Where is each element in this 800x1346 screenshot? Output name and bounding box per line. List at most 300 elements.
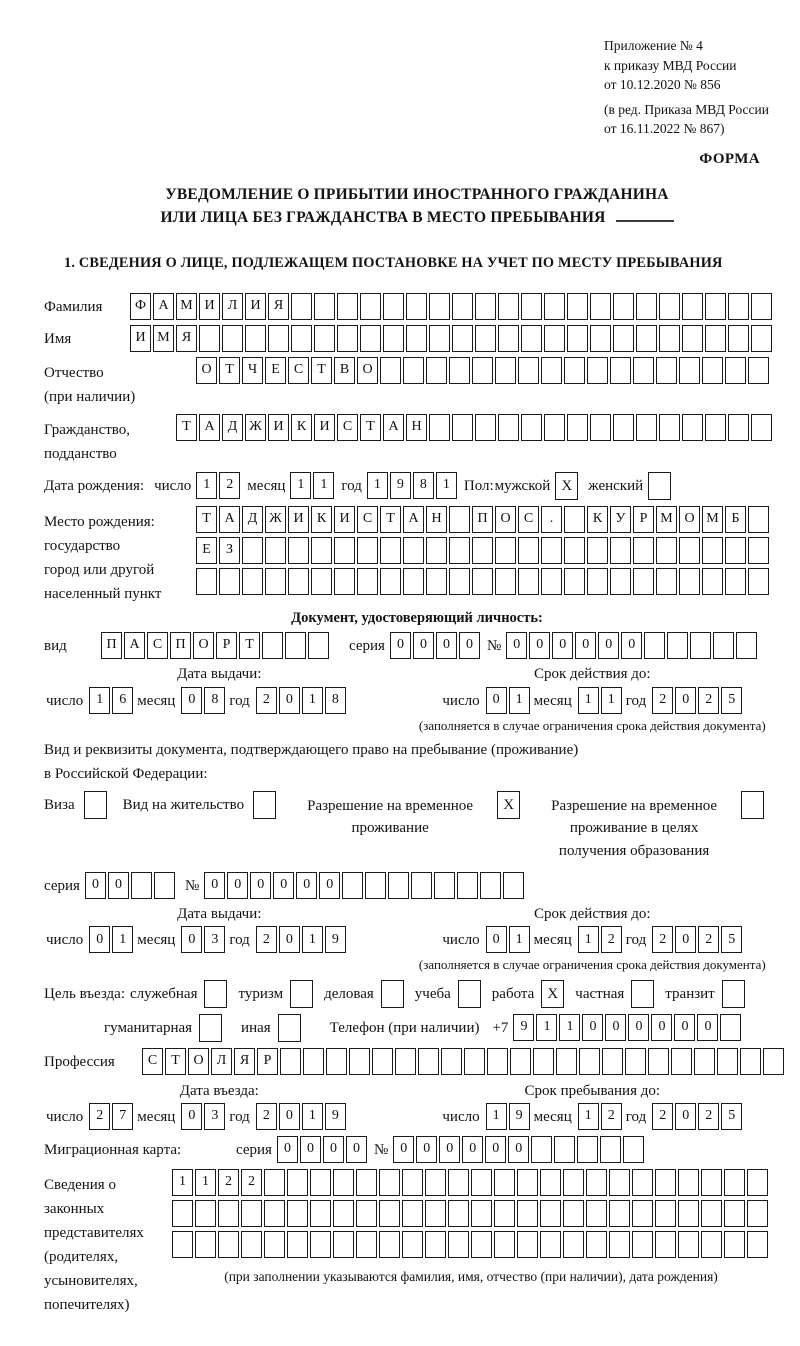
char-cell[interactable] bbox=[172, 1200, 193, 1227]
day-cells[interactable] bbox=[486, 926, 532, 953]
stay-valid-fields[interactable] bbox=[395, 926, 790, 953]
char-cell[interactable] bbox=[337, 325, 358, 352]
char-cell[interactable] bbox=[265, 568, 286, 595]
char-cell[interactable] bbox=[426, 568, 447, 595]
char-cell[interactable]: 0 bbox=[486, 926, 507, 953]
char-cell[interactable]: Н bbox=[406, 414, 427, 441]
char-cell[interactable] bbox=[705, 293, 726, 320]
option-residence-permit-checkbox[interactable] bbox=[253, 791, 278, 819]
char-cell[interactable] bbox=[544, 293, 565, 320]
char-cell[interactable]: Д bbox=[242, 506, 263, 533]
char-cell[interactable] bbox=[541, 537, 562, 564]
char-cell[interactable] bbox=[464, 1048, 485, 1075]
char-cell[interactable] bbox=[411, 872, 432, 899]
char-cell[interactable] bbox=[659, 325, 680, 352]
char-cell[interactable]: 0 bbox=[582, 1014, 603, 1041]
surname-cells[interactable] bbox=[130, 293, 774, 320]
char-cell[interactable] bbox=[154, 872, 175, 899]
char-cell[interactable] bbox=[701, 1200, 722, 1227]
char-cell[interactable]: 0 bbox=[552, 632, 573, 659]
char-cell[interactable] bbox=[556, 1048, 577, 1075]
name-cells[interactable] bbox=[130, 325, 774, 352]
char-cell[interactable] bbox=[472, 537, 493, 564]
char-cell[interactable] bbox=[701, 1231, 722, 1258]
char-cell[interactable]: 0 bbox=[459, 632, 480, 659]
char-cell[interactable] bbox=[356, 1169, 377, 1196]
char-cell[interactable] bbox=[403, 357, 424, 384]
char-cell[interactable]: 2 bbox=[218, 1169, 239, 1196]
char-cell[interactable]: 2 bbox=[89, 1103, 110, 1130]
char-cell[interactable]: С bbox=[142, 1048, 163, 1075]
stay-issue-fields[interactable] bbox=[44, 926, 395, 953]
char-cell[interactable] bbox=[632, 1169, 653, 1196]
char-cell[interactable] bbox=[388, 872, 409, 899]
char-cell[interactable] bbox=[383, 293, 404, 320]
char-cell[interactable] bbox=[495, 537, 516, 564]
char-cell[interactable]: М bbox=[153, 325, 174, 352]
char-cell[interactable]: А bbox=[403, 506, 424, 533]
char-cell[interactable] bbox=[395, 1048, 416, 1075]
char-cell[interactable] bbox=[268, 325, 289, 352]
profession-cells[interactable] bbox=[142, 1048, 786, 1075]
doc-number-cells[interactable] bbox=[506, 632, 759, 659]
char-cell[interactable]: М bbox=[702, 506, 723, 533]
char-cell[interactable]: 2 bbox=[698, 687, 719, 714]
char-cell[interactable]: И bbox=[288, 506, 309, 533]
year-cells[interactable] bbox=[256, 687, 348, 714]
char-cell[interactable] bbox=[659, 293, 680, 320]
char-cell[interactable] bbox=[222, 325, 243, 352]
char-cell[interactable] bbox=[219, 568, 240, 595]
char-cell[interactable] bbox=[195, 1231, 216, 1258]
char-cell[interactable]: Ж bbox=[245, 414, 266, 441]
char-cell[interactable] bbox=[245, 325, 266, 352]
char-cell[interactable]: 0 bbox=[181, 687, 202, 714]
char-cell[interactable]: 1 bbox=[578, 926, 599, 953]
char-cell[interactable]: 8 bbox=[413, 472, 434, 499]
char-cell[interactable] bbox=[590, 293, 611, 320]
char-cell[interactable]: 0 bbox=[485, 1136, 506, 1163]
char-cell[interactable] bbox=[644, 632, 665, 659]
char-cell[interactable]: 0 bbox=[605, 1014, 626, 1041]
char-cell[interactable]: И bbox=[199, 293, 220, 320]
char-cell[interactable]: 0 bbox=[277, 1136, 298, 1163]
birth-day-cells[interactable] bbox=[196, 472, 242, 499]
char-cell[interactable] bbox=[623, 1136, 644, 1163]
char-cell[interactable] bbox=[587, 568, 608, 595]
char-cell[interactable]: 0 bbox=[323, 1136, 344, 1163]
char-cell[interactable] bbox=[262, 632, 283, 659]
char-cell[interactable] bbox=[334, 568, 355, 595]
char-cell[interactable]: К bbox=[291, 414, 312, 441]
char-cell[interactable]: 2 bbox=[219, 472, 240, 499]
char-cell[interactable] bbox=[705, 414, 726, 441]
char-cell[interactable] bbox=[521, 414, 542, 441]
char-cell[interactable] bbox=[449, 357, 470, 384]
char-cell[interactable]: 3 bbox=[204, 926, 225, 953]
char-cell[interactable] bbox=[554, 1136, 575, 1163]
char-cell[interactable] bbox=[636, 293, 657, 320]
char-cell[interactable] bbox=[632, 1200, 653, 1227]
char-cell[interactable] bbox=[567, 293, 588, 320]
char-cell[interactable] bbox=[521, 325, 542, 352]
char-cell[interactable] bbox=[564, 506, 585, 533]
char-cell[interactable]: 1 bbox=[302, 687, 323, 714]
char-cell[interactable] bbox=[748, 568, 769, 595]
char-cell[interactable]: Б bbox=[725, 506, 746, 533]
char-cell[interactable]: 7 bbox=[112, 1103, 133, 1130]
char-cell[interactable] bbox=[452, 414, 473, 441]
char-cell[interactable] bbox=[360, 325, 381, 352]
char-cell[interactable] bbox=[308, 632, 329, 659]
char-cell[interactable] bbox=[291, 293, 312, 320]
char-cell[interactable]: 8 bbox=[325, 687, 346, 714]
char-cell[interactable]: Т bbox=[360, 414, 381, 441]
char-cell[interactable] bbox=[648, 1048, 669, 1075]
char-cell[interactable] bbox=[600, 1136, 621, 1163]
char-cell[interactable]: 0 bbox=[674, 1014, 695, 1041]
char-cell[interactable] bbox=[349, 1048, 370, 1075]
month-cells[interactable] bbox=[181, 1103, 227, 1130]
char-cell[interactable] bbox=[498, 325, 519, 352]
char-cell[interactable] bbox=[613, 414, 634, 441]
char-cell[interactable] bbox=[564, 568, 585, 595]
char-cell[interactable]: Р bbox=[216, 632, 237, 659]
char-cell[interactable] bbox=[495, 568, 516, 595]
char-cell[interactable] bbox=[725, 537, 746, 564]
char-cell[interactable] bbox=[379, 1200, 400, 1227]
char-cell[interactable] bbox=[633, 357, 654, 384]
char-cell[interactable] bbox=[720, 1014, 741, 1041]
char-cell[interactable] bbox=[625, 1048, 646, 1075]
char-cell[interactable]: 0 bbox=[250, 872, 271, 899]
char-cell[interactable]: 0 bbox=[506, 632, 527, 659]
char-cell[interactable]: 1 bbox=[290, 472, 311, 499]
char-cell[interactable]: Т bbox=[219, 357, 240, 384]
char-cell[interactable] bbox=[544, 325, 565, 352]
char-cell[interactable] bbox=[199, 1014, 222, 1042]
representatives-row1-cells[interactable] bbox=[172, 1169, 770, 1196]
char-cell[interactable]: 0 bbox=[697, 1014, 718, 1041]
char-cell[interactable]: Я bbox=[234, 1048, 255, 1075]
char-cell[interactable] bbox=[648, 472, 671, 500]
char-cell[interactable]: 0 bbox=[279, 687, 300, 714]
char-cell[interactable] bbox=[287, 1231, 308, 1258]
char-cell[interactable] bbox=[494, 1231, 515, 1258]
char-cell[interactable] bbox=[518, 537, 539, 564]
char-cell[interactable] bbox=[690, 632, 711, 659]
char-cell[interactable] bbox=[747, 1169, 768, 1196]
char-cell[interactable] bbox=[725, 357, 746, 384]
purpose-other-checkbox[interactable] bbox=[278, 1014, 303, 1042]
char-cell[interactable] bbox=[425, 1231, 446, 1258]
char-cell[interactable]: Я bbox=[268, 293, 289, 320]
char-cell[interactable] bbox=[678, 1231, 699, 1258]
char-cell[interactable] bbox=[314, 325, 335, 352]
char-cell[interactable] bbox=[314, 293, 335, 320]
char-cell[interactable] bbox=[748, 357, 769, 384]
char-cell[interactable]: 1 bbox=[509, 687, 530, 714]
char-cell[interactable] bbox=[702, 537, 723, 564]
char-cell[interactable]: К bbox=[587, 506, 608, 533]
char-cell[interactable]: А bbox=[124, 632, 145, 659]
char-cell[interactable] bbox=[728, 293, 749, 320]
char-cell[interactable]: 5 bbox=[721, 1103, 742, 1130]
char-cell[interactable] bbox=[334, 537, 355, 564]
char-cell[interactable] bbox=[517, 1200, 538, 1227]
char-cell[interactable]: 0 bbox=[675, 1103, 696, 1130]
char-cell[interactable] bbox=[310, 1200, 331, 1227]
month-cells[interactable] bbox=[181, 687, 227, 714]
char-cell[interactable] bbox=[586, 1231, 607, 1258]
char-cell[interactable] bbox=[449, 506, 470, 533]
char-cell[interactable]: 2 bbox=[241, 1169, 262, 1196]
char-cell[interactable]: 1 bbox=[436, 472, 457, 499]
char-cell[interactable]: X bbox=[541, 980, 564, 1008]
char-cell[interactable]: Н bbox=[426, 506, 447, 533]
char-cell[interactable]: 2 bbox=[601, 1103, 622, 1130]
char-cell[interactable] bbox=[656, 537, 677, 564]
month-cells[interactable] bbox=[578, 687, 624, 714]
char-cell[interactable] bbox=[701, 1169, 722, 1196]
day-cells[interactable] bbox=[89, 687, 135, 714]
char-cell[interactable] bbox=[602, 1048, 623, 1075]
char-cell[interactable] bbox=[429, 325, 450, 352]
char-cell[interactable] bbox=[567, 325, 588, 352]
char-cell[interactable] bbox=[285, 632, 306, 659]
char-cell[interactable] bbox=[613, 293, 634, 320]
purpose-study-checkbox[interactable] bbox=[458, 980, 483, 1008]
char-cell[interactable] bbox=[682, 293, 703, 320]
migration-series-cells[interactable] bbox=[277, 1136, 369, 1163]
char-cell[interactable] bbox=[402, 1169, 423, 1196]
char-cell[interactable]: 0 bbox=[181, 1103, 202, 1130]
representatives-row2-cells[interactable] bbox=[172, 1200, 770, 1227]
char-cell[interactable]: 0 bbox=[675, 687, 696, 714]
char-cell[interactable]: 8 bbox=[204, 687, 225, 714]
char-cell[interactable] bbox=[241, 1200, 262, 1227]
char-cell[interactable]: 1 bbox=[367, 472, 388, 499]
char-cell[interactable]: А bbox=[153, 293, 174, 320]
char-cell[interactable] bbox=[590, 325, 611, 352]
char-cell[interactable]: С bbox=[288, 357, 309, 384]
char-cell[interactable]: Е bbox=[265, 357, 286, 384]
char-cell[interactable]: 1 bbox=[196, 472, 217, 499]
char-cell[interactable]: Т bbox=[176, 414, 197, 441]
char-cell[interactable]: 0 bbox=[89, 926, 110, 953]
char-cell[interactable]: 0 bbox=[296, 872, 317, 899]
char-cell[interactable]: О bbox=[357, 357, 378, 384]
char-cell[interactable] bbox=[280, 1048, 301, 1075]
char-cell[interactable]: 0 bbox=[204, 872, 225, 899]
char-cell[interactable] bbox=[736, 632, 757, 659]
char-cell[interactable] bbox=[678, 1169, 699, 1196]
char-cell[interactable]: 2 bbox=[652, 926, 673, 953]
char-cell[interactable] bbox=[494, 1200, 515, 1227]
char-cell[interactable] bbox=[287, 1200, 308, 1227]
char-cell[interactable]: 9 bbox=[513, 1014, 534, 1041]
char-cell[interactable] bbox=[636, 325, 657, 352]
char-cell[interactable] bbox=[288, 537, 309, 564]
char-cell[interactable] bbox=[655, 1200, 676, 1227]
char-cell[interactable]: 0 bbox=[675, 926, 696, 953]
char-cell[interactable] bbox=[434, 872, 455, 899]
char-cell[interactable] bbox=[587, 357, 608, 384]
char-cell[interactable] bbox=[218, 1231, 239, 1258]
char-cell[interactable]: 1 bbox=[89, 687, 110, 714]
char-cell[interactable] bbox=[457, 872, 478, 899]
purpose-transit-checkbox[interactable] bbox=[722, 980, 747, 1008]
char-cell[interactable]: 1 bbox=[601, 687, 622, 714]
char-cell[interactable] bbox=[632, 1231, 653, 1258]
char-cell[interactable]: 0 bbox=[85, 872, 106, 899]
char-cell[interactable]: Ж bbox=[265, 506, 286, 533]
char-cell[interactable]: 2 bbox=[601, 926, 622, 953]
char-cell[interactable] bbox=[667, 632, 688, 659]
char-cell[interactable]: С bbox=[357, 506, 378, 533]
char-cell[interactable] bbox=[449, 537, 470, 564]
char-cell[interactable] bbox=[372, 1048, 393, 1075]
year-cells[interactable] bbox=[256, 1103, 348, 1130]
char-cell[interactable]: И bbox=[245, 293, 266, 320]
char-cell[interactable] bbox=[533, 1048, 554, 1075]
char-cell[interactable] bbox=[610, 537, 631, 564]
option-temp-residence-checkbox[interactable] bbox=[497, 791, 522, 819]
char-cell[interactable] bbox=[475, 293, 496, 320]
char-cell[interactable] bbox=[264, 1231, 285, 1258]
char-cell[interactable]: М bbox=[656, 506, 677, 533]
char-cell[interactable] bbox=[751, 414, 772, 441]
char-cell[interactable]: С bbox=[337, 414, 358, 441]
char-cell[interactable]: 0 bbox=[651, 1014, 672, 1041]
char-cell[interactable]: 0 bbox=[486, 687, 507, 714]
char-cell[interactable] bbox=[679, 568, 700, 595]
char-cell[interactable] bbox=[253, 791, 276, 819]
char-cell[interactable] bbox=[517, 1169, 538, 1196]
option-temp-residence-education-checkbox[interactable] bbox=[741, 791, 766, 819]
char-cell[interactable] bbox=[429, 414, 450, 441]
char-cell[interactable] bbox=[406, 293, 427, 320]
char-cell[interactable] bbox=[379, 1169, 400, 1196]
char-cell[interactable] bbox=[403, 568, 424, 595]
char-cell[interactable] bbox=[740, 1048, 761, 1075]
char-cell[interactable] bbox=[290, 980, 313, 1008]
char-cell[interactable] bbox=[671, 1048, 692, 1075]
phone-cells[interactable] bbox=[513, 1014, 743, 1041]
char-cell[interactable] bbox=[241, 1231, 262, 1258]
char-cell[interactable]: С bbox=[518, 506, 539, 533]
char-cell[interactable]: Ф bbox=[130, 293, 151, 320]
char-cell[interactable] bbox=[425, 1200, 446, 1227]
char-cell[interactable]: Ч bbox=[242, 357, 263, 384]
char-cell[interactable] bbox=[563, 1169, 584, 1196]
char-cell[interactable]: Л bbox=[211, 1048, 232, 1075]
char-cell[interactable] bbox=[567, 414, 588, 441]
char-cell[interactable]: Т bbox=[311, 357, 332, 384]
char-cell[interactable]: А bbox=[199, 414, 220, 441]
char-cell[interactable] bbox=[429, 293, 450, 320]
char-cell[interactable]: Р bbox=[257, 1048, 278, 1075]
char-cell[interactable]: 5 bbox=[721, 687, 742, 714]
char-cell[interactable] bbox=[717, 1048, 738, 1075]
char-cell[interactable]: 0 bbox=[181, 926, 202, 953]
char-cell[interactable] bbox=[679, 537, 700, 564]
char-cell[interactable] bbox=[577, 1136, 598, 1163]
char-cell[interactable] bbox=[728, 325, 749, 352]
char-cell[interactable]: 0 bbox=[273, 872, 294, 899]
char-cell[interactable]: 0 bbox=[508, 1136, 529, 1163]
char-cell[interactable] bbox=[724, 1169, 745, 1196]
char-cell[interactable]: Р bbox=[633, 506, 654, 533]
char-cell[interactable] bbox=[531, 1136, 552, 1163]
char-cell[interactable]: 0 bbox=[621, 632, 642, 659]
char-cell[interactable]: И bbox=[268, 414, 289, 441]
char-cell[interactable] bbox=[311, 537, 332, 564]
female-checkbox[interactable] bbox=[648, 472, 673, 500]
char-cell[interactable] bbox=[705, 325, 726, 352]
char-cell[interactable] bbox=[265, 537, 286, 564]
char-cell[interactable] bbox=[751, 325, 772, 352]
char-cell[interactable] bbox=[365, 872, 386, 899]
purpose-private-checkbox[interactable] bbox=[631, 980, 656, 1008]
char-cell[interactable]: 1 bbox=[302, 926, 323, 953]
char-cell[interactable]: 1 bbox=[536, 1014, 557, 1041]
char-cell[interactable]: 6 bbox=[112, 687, 133, 714]
char-cell[interactable]: 1 bbox=[172, 1169, 193, 1196]
char-cell[interactable]: 0 bbox=[279, 926, 300, 953]
char-cell[interactable] bbox=[326, 1048, 347, 1075]
char-cell[interactable] bbox=[380, 357, 401, 384]
char-cell[interactable] bbox=[609, 1231, 630, 1258]
char-cell[interactable] bbox=[131, 872, 152, 899]
char-cell[interactable]: 9 bbox=[325, 1103, 346, 1130]
char-cell[interactable] bbox=[724, 1231, 745, 1258]
year-cells[interactable] bbox=[652, 926, 744, 953]
char-cell[interactable] bbox=[381, 980, 404, 1008]
char-cell[interactable] bbox=[587, 537, 608, 564]
char-cell[interactable]: П bbox=[101, 632, 122, 659]
char-cell[interactable] bbox=[311, 568, 332, 595]
stay-series-cells[interactable] bbox=[85, 872, 177, 899]
char-cell[interactable] bbox=[472, 568, 493, 595]
char-cell[interactable]: X bbox=[555, 472, 578, 500]
char-cell[interactable] bbox=[656, 357, 677, 384]
char-cell[interactable]: К bbox=[311, 506, 332, 533]
char-cell[interactable] bbox=[452, 325, 473, 352]
char-cell[interactable]: 1 bbox=[112, 926, 133, 953]
char-cell[interactable]: И bbox=[314, 414, 335, 441]
char-cell[interactable] bbox=[172, 1231, 193, 1258]
char-cell[interactable]: 2 bbox=[256, 926, 277, 953]
char-cell[interactable] bbox=[357, 537, 378, 564]
char-cell[interactable]: 1 bbox=[559, 1014, 580, 1041]
char-cell[interactable] bbox=[564, 537, 585, 564]
char-cell[interactable] bbox=[510, 1048, 531, 1075]
char-cell[interactable]: 2 bbox=[698, 926, 719, 953]
month-cells[interactable] bbox=[578, 926, 624, 953]
char-cell[interactable] bbox=[517, 1231, 538, 1258]
char-cell[interactable]: 0 bbox=[439, 1136, 460, 1163]
char-cell[interactable] bbox=[609, 1169, 630, 1196]
char-cell[interactable] bbox=[702, 357, 723, 384]
birthplace-row3-cells[interactable] bbox=[196, 568, 771, 595]
char-cell[interactable] bbox=[356, 1231, 377, 1258]
char-cell[interactable]: Т bbox=[239, 632, 260, 659]
char-cell[interactable] bbox=[448, 1200, 469, 1227]
char-cell[interactable] bbox=[747, 1231, 768, 1258]
char-cell[interactable] bbox=[590, 414, 611, 441]
char-cell[interactable] bbox=[472, 357, 493, 384]
